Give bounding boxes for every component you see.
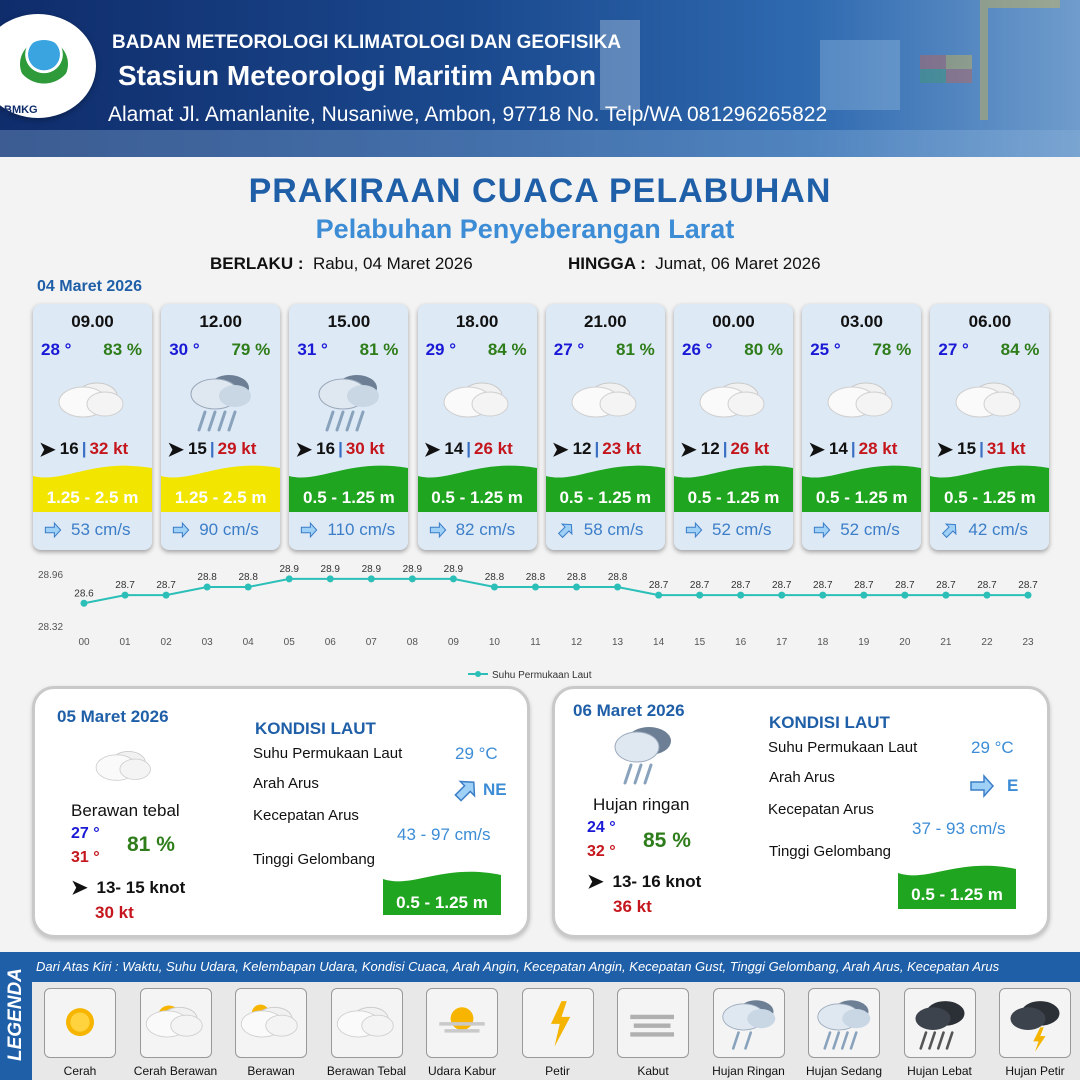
sst-data-label: 28.9: [443, 563, 464, 575]
sst-data-label: 28.8: [566, 572, 587, 583]
x-tick-label: 20: [899, 637, 911, 648]
sst-data-label: 28.8: [197, 572, 217, 583]
sst-data-label: 28.8: [525, 572, 546, 583]
x-tick-label: 04: [242, 637, 254, 648]
wave-value: 0.5 - 1.25 m: [911, 885, 1003, 904]
station-address: Alamat Jl. Amanlanite, Nusaniwe, Ambon, 97718 No. Telp/WA 081296265822: [108, 103, 828, 126]
hourly-card: [930, 304, 1049, 550]
sst-chart: [36, 558, 1046, 688]
x-tick-label: 07: [365, 637, 377, 648]
sst-data-label: 28.7: [115, 580, 135, 592]
card-current: [554, 520, 644, 540]
card-temperature: 28 °: [41, 340, 72, 359]
x-tick-label: 10: [488, 637, 500, 648]
sst-point: [696, 592, 703, 599]
card-wind-speed: 12: [572, 439, 592, 458]
day-humidity: 81 %: [127, 833, 175, 856]
current-speed-value: 43 - 97 cm/s: [397, 825, 491, 844]
day-temp-max: 31 °: [71, 849, 100, 866]
legend-item: [617, 988, 689, 1058]
card-current-speed: 58 cm/s: [583, 520, 644, 539]
day-gust: 30 kt: [95, 903, 134, 922]
card-temperature: 29 °: [425, 340, 457, 359]
card-current: [810, 520, 900, 540]
sst-data-label: 28.7: [1018, 580, 1038, 592]
current-e-arrow-icon: [41, 521, 65, 539]
sst-point: [655, 592, 662, 599]
x-tick-label: 16: [735, 637, 747, 648]
sst-point: [983, 592, 990, 599]
card-current: [41, 520, 131, 540]
berawan-tebal-icon: [566, 366, 646, 436]
sst-series-line: [84, 579, 1028, 603]
cerah-berawan-icon: [141, 989, 211, 1057]
hujan-ringan-icon: [714, 989, 784, 1057]
card-wind: [39, 438, 147, 460]
card-current: [426, 520, 516, 540]
legend-item-label: Petir: [545, 1064, 570, 1078]
legend-item-label: Hujan Lebat: [907, 1064, 972, 1078]
sst-data-label: 28.7: [689, 580, 710, 592]
wave-label: Tinggi Gelombang: [253, 851, 376, 868]
card-wind: [167, 438, 275, 460]
card-time: 03.00: [840, 312, 883, 331]
valid-from: [210, 254, 473, 274]
kondisi-laut-heading: KONDISI LAUT: [255, 719, 376, 738]
hourly-card: [161, 304, 280, 550]
legend-item-label: Hujan Sedang: [805, 1064, 883, 1078]
kondisi-laut-heading: KONDISI LAUT: [769, 713, 890, 732]
card-wind: [808, 438, 916, 460]
card-temperature: 31 °: [297, 340, 328, 359]
x-tick-label: 18: [817, 637, 829, 648]
sst-point: [491, 584, 498, 591]
kabut-icon: [618, 989, 688, 1057]
legend-item: [808, 988, 880, 1058]
valid-from-label: BERLAKU :: [210, 254, 304, 273]
chart-legend-label: Suhu Permukaan Laut: [492, 670, 592, 681]
sst-data-label: 28.9: [402, 563, 423, 575]
day-wind-value: 13- 16 knot: [612, 871, 702, 891]
legend-item: [713, 988, 785, 1058]
wind-arrow-icon: ➤: [936, 438, 954, 461]
sst-data-label: 28.7: [895, 580, 915, 592]
sst-data-label: 28.7: [156, 580, 176, 592]
valid-from-value: Rabu, 04 Maret 2026: [312, 254, 473, 273]
sst-data-label: 28.7: [648, 580, 669, 592]
card-current: [297, 520, 395, 540]
berawan-tebal-icon: [332, 989, 402, 1057]
sst-point: [204, 584, 211, 591]
sst-point: [737, 592, 744, 599]
sst-data-label: 28.8: [238, 572, 258, 583]
x-tick-label: 09: [447, 637, 459, 648]
card-humidity: 83 %: [103, 340, 142, 359]
card-humidity: 84 %: [487, 340, 527, 359]
day-wind-value: 13- 15 knot: [96, 877, 186, 897]
legend-item-label: Cerah Berawan: [133, 1064, 218, 1078]
card-separator: |: [850, 439, 856, 458]
hujan-sedang-icon: [309, 366, 389, 436]
card-current: [682, 520, 772, 540]
card-time: 18.00: [455, 312, 499, 331]
x-tick-label: 08: [406, 637, 418, 648]
current-e-arrow-icon: [682, 521, 706, 539]
current-e-arrow-icon: [810, 521, 834, 539]
sst-data-label: 28.9: [279, 563, 299, 575]
hourly-card: [289, 304, 408, 550]
card-humidity: 84 %: [1000, 340, 1040, 359]
card-wave-height: 1.25 - 2.5 m: [174, 488, 267, 507]
x-tick-label: 00: [78, 637, 90, 648]
current-speed-value: 37 - 93 cm/s: [912, 819, 1006, 838]
card-wind: [936, 438, 1044, 460]
current-dir-value: E: [1007, 776, 1019, 795]
day-date: 05 Maret 2026: [57, 707, 169, 726]
hujan-sedang-icon: [181, 366, 261, 436]
legend-item: [999, 988, 1071, 1058]
sst-point: [573, 584, 580, 591]
card-wave-height: 0.5 - 1.25 m: [687, 488, 780, 507]
x-tick-label: 02: [160, 637, 172, 648]
legend-description: Dari Atas Kiri : Waktu, Suhu Udara, Kelembapan Udara, Kondisi Cuaca, Arah Angin, Kecepatan Angin, Kecepatan Gust, Tinggi Gelombang, Arah Arus, Kecepatan Arus: [32, 952, 1080, 982]
berawan-tebal-icon: [950, 366, 1030, 436]
sst-data-label: 28.6: [74, 588, 94, 600]
legend-side-label: [0, 952, 32, 1080]
sst-data-label: 28.7: [772, 580, 792, 592]
legend-item-label: Berawan Tebal: [326, 1064, 407, 1078]
card-temperature: 27 °: [938, 340, 969, 359]
card-temperature: 27 °: [553, 340, 585, 359]
legend-item-label: Udara Kabur: [427, 1064, 497, 1078]
wind-arrow-icon: ➤: [551, 438, 569, 461]
current-dir-label: Arah Arus: [253, 775, 319, 792]
card-wind-speed: 15: [957, 439, 977, 458]
card-current-speed: 42 cm/s: [968, 520, 1028, 539]
wind-arrow-icon: ➤: [808, 438, 825, 461]
current-e-arrow-icon: [426, 521, 450, 539]
hujan-petir-icon: [1000, 989, 1070, 1057]
card-wind-speed: 14: [444, 439, 464, 458]
x-tick-label: 06: [324, 637, 336, 648]
x-tick-label: 13: [612, 637, 624, 648]
card-wind-speed: 16: [59, 439, 79, 458]
card-wind-speed: 12: [700, 439, 720, 458]
x-tick-label: 01: [119, 637, 131, 648]
card-humidity: 79 %: [231, 340, 271, 359]
card-humidity: 81 %: [616, 340, 655, 359]
hourly-card: [674, 304, 793, 550]
sst-point: [860, 592, 867, 599]
card-wind: [295, 438, 403, 460]
card-time: 00.00: [712, 312, 755, 331]
card-wind-speed: 16: [316, 439, 336, 458]
x-tick-label: 14: [653, 637, 665, 648]
hourly-card: [33, 304, 152, 550]
wind-arrow-icon: ➤: [680, 438, 697, 461]
current-dir-value: NE: [483, 780, 507, 799]
x-tick-label: 05: [283, 637, 295, 648]
legend-item: [140, 988, 212, 1058]
day-wind: [71, 875, 185, 900]
current-dir-label: Arah Arus: [769, 769, 835, 786]
card-separator: |: [594, 439, 600, 458]
day-condition: Berawan tebal: [71, 801, 180, 820]
wind-arrow-icon: ➤: [71, 877, 88, 899]
card-current-speed: 82 cm/s: [455, 520, 516, 539]
sst-point: [163, 592, 170, 599]
sst-data-label: 28.7: [813, 580, 833, 592]
sst-data-label: 28.7: [936, 580, 956, 592]
current-e-arrow-icon: [297, 521, 321, 539]
card-gust: 31 kt: [986, 439, 1026, 458]
hourly-card: [418, 304, 537, 550]
card-separator: |: [81, 439, 87, 458]
card-temperature: 30 °: [169, 340, 200, 359]
card-separator: |: [979, 439, 984, 458]
sst-point: [245, 584, 252, 591]
wind-arrow-icon: ➤: [423, 438, 441, 461]
card-wave-height: 0.5 - 1.25 m: [815, 488, 908, 507]
card-humidity: 80 %: [744, 340, 783, 359]
sst-data-label: 28.7: [730, 580, 751, 592]
hujan-lebat-icon: [905, 989, 975, 1057]
x-tick-label: 11: [530, 637, 541, 648]
x-tick-label: 23: [1022, 637, 1034, 648]
card-time: 15.00: [327, 312, 371, 331]
berawan-tebal-icon: [822, 366, 902, 436]
sst-label: Suhu Permukaan Laut: [768, 739, 918, 756]
sst-point: [286, 575, 293, 582]
legend-item: [426, 988, 498, 1058]
sst-point: [122, 592, 129, 599]
sst-point: [450, 575, 457, 582]
page-subtitle: Pelabuhan Penyeberangan Larat: [315, 214, 735, 244]
berawan-icon: [236, 989, 306, 1057]
card-temperature: 25 °: [810, 340, 841, 359]
day-humidity: 85 %: [643, 829, 691, 852]
card-gust: 26 kt: [474, 439, 513, 458]
card-gust: 26 kt: [730, 439, 770, 458]
sst-point: [81, 600, 88, 607]
page-title: PRAKIRAAN CUACA PELABUHAN: [248, 172, 832, 210]
card-wave-height: 0.5 - 1.25 m: [944, 488, 1036, 507]
card-time: 12.00: [199, 312, 242, 331]
legend-item-label: Kabut: [637, 1064, 669, 1078]
sst-point: [819, 592, 826, 599]
current-e-arrow-icon: [169, 521, 193, 539]
berawan-tebal-icon: [694, 366, 774, 436]
current-ne-arrow-icon: [554, 521, 578, 539]
hujan-sedang-icon: [809, 989, 879, 1057]
berawan-tebal-icon: [91, 737, 161, 787]
card-wind: [680, 438, 788, 460]
sst-label: Suhu Permukaan Laut: [253, 745, 403, 762]
legend-item: [44, 988, 116, 1058]
y-tick-label: 28.96: [38, 570, 64, 581]
day-panel-1: [32, 686, 530, 938]
card-current-speed: 52 cm/s: [840, 520, 900, 539]
day-panel-2: [552, 686, 1050, 938]
wave-value: 0.5 - 1.25 m: [396, 893, 488, 912]
y-tick-label: 28.32: [38, 622, 64, 633]
current-direction: [969, 773, 1018, 799]
legend-item-label: Cerah: [63, 1064, 97, 1078]
legend: [0, 952, 1080, 1080]
card-gust: 28 kt: [858, 439, 898, 458]
legend-item: [904, 988, 976, 1058]
x-tick-label: 22: [981, 637, 993, 648]
x-tick-label: 15: [694, 637, 706, 648]
card-gust: 29 kt: [217, 439, 257, 458]
card-wind-speed: 15: [187, 439, 207, 458]
sst-data-label: 28.9: [320, 563, 340, 575]
current-ne-arrow-icon: [938, 521, 962, 539]
wind-arrow-icon: ➤: [587, 871, 604, 893]
petir-icon: [523, 989, 593, 1057]
sst-data-label: 28.7: [854, 580, 874, 592]
current-speed-label: Kecepatan Arus: [253, 807, 359, 824]
hourly-card: [802, 304, 921, 550]
card-wind: [552, 438, 660, 460]
valid-to-value: Jumat, 06 Maret 2026: [655, 254, 821, 273]
card-gust: 30 kt: [345, 439, 385, 458]
card-time: 06.00: [968, 312, 1012, 331]
x-tick-label: 12: [570, 637, 583, 648]
card-humidity: 81 %: [359, 340, 399, 359]
x-tick-label: 19: [858, 637, 870, 648]
x-tick-label: 21: [940, 637, 952, 648]
berawan-tebal-icon: [438, 366, 518, 436]
card-wind: [424, 438, 532, 460]
card-separator: |: [466, 439, 472, 458]
header-banner: [0, 0, 1080, 157]
card-temperature: 26 °: [682, 340, 713, 359]
sst-data-label: 28.9: [361, 563, 382, 575]
legend-swatch-point: [475, 671, 481, 677]
card-separator: |: [722, 439, 728, 458]
card-current: [938, 520, 1028, 540]
day-temp-min: 24 °: [587, 819, 616, 836]
berawan-tebal-icon: [53, 366, 133, 436]
wind-arrow-icon: ➤: [167, 438, 184, 461]
cerah-icon: [45, 989, 115, 1057]
card-separator: |: [338, 439, 343, 458]
x-tick-label: 17: [776, 637, 788, 648]
sst-data-label: 28.8: [484, 572, 505, 583]
legend-item-label: Berawan: [247, 1064, 295, 1078]
sst-value: 29 °C: [971, 738, 1014, 757]
legend-title: LEGENDA: [5, 968, 26, 1061]
sst-point: [327, 575, 334, 582]
sst-point: [409, 575, 416, 582]
station-name: Stasiun Meteorologi Maritim Ambon: [118, 60, 597, 91]
card-wave-height: 1.25 - 2.5 m: [46, 488, 139, 507]
card-separator: |: [209, 439, 215, 458]
wave-label: Tinggi Gelombang: [769, 843, 892, 860]
sst-point: [942, 592, 949, 599]
bmkg-emblem-icon: [20, 40, 68, 88]
card-gust: 32 kt: [89, 439, 129, 458]
card-current: [169, 520, 259, 540]
legend-item: [235, 988, 307, 1058]
x-tick-label: 03: [201, 637, 213, 648]
sst-point: [1025, 592, 1032, 599]
card-current-speed: 110 cm/s: [327, 520, 396, 539]
current-ne-arrow-icon: [453, 777, 479, 803]
current-speed-label: Kecepatan Arus: [768, 801, 874, 818]
card-current-speed: 90 cm/s: [199, 520, 259, 539]
legend-item-label: Hujan Petir: [1005, 1064, 1065, 1078]
sst-data-label: 28.7: [977, 580, 997, 592]
card-wave-height: 0.5 - 1.25 m: [303, 488, 395, 507]
card-humidity: 78 %: [872, 340, 912, 359]
legend-item: [331, 988, 403, 1058]
card-gust: 23 kt: [602, 439, 641, 458]
day-wind: [587, 869, 701, 894]
sst-point: [368, 575, 375, 582]
day-temp-max: 32 °: [587, 843, 616, 860]
card-wind-speed: 14: [828, 439, 848, 458]
current-e-arrow-icon: [969, 773, 995, 799]
hujan-ringan-icon: [609, 723, 679, 793]
agency-name: BADAN METEOROLOGI KLIMATOLOGI DAN GEOFISIKA: [112, 32, 622, 53]
sst-point: [778, 592, 785, 599]
wind-arrow-icon: ➤: [295, 438, 313, 461]
sst-point: [532, 584, 539, 591]
day1-date: 04 Maret 2026: [37, 278, 142, 295]
current-direction: [453, 777, 507, 803]
valid-to-label: HINGGA :: [568, 254, 646, 273]
sst-point: [614, 584, 621, 591]
valid-to: [568, 254, 821, 274]
sst-data-label: 28.8: [607, 572, 628, 583]
day-temp-min: 27 °: [71, 825, 100, 842]
sst-point: [901, 592, 908, 599]
sst-value: 29 °C: [455, 744, 498, 763]
card-current-speed: 52 cm/s: [712, 520, 772, 539]
legend-item: [522, 988, 594, 1058]
wind-arrow-icon: ➤: [39, 438, 56, 461]
card-wave-height: 0.5 - 1.25 m: [431, 488, 523, 507]
day-date: 06 Maret 2026: [573, 701, 685, 720]
card-time: 21.00: [584, 312, 627, 331]
legend-item-label: Hujan Ringan: [712, 1064, 785, 1078]
udara-kabur-icon: [427, 989, 497, 1057]
card-current-speed: 53 cm/s: [71, 520, 131, 539]
day-condition: Hujan ringan: [593, 795, 690, 814]
day-gust: 36 kt: [613, 897, 652, 916]
logo-text: BMKG: [4, 104, 38, 116]
hourly-card: [546, 304, 665, 550]
card-wave-height: 0.5 - 1.25 m: [559, 488, 652, 507]
card-time: 09.00: [71, 312, 114, 331]
